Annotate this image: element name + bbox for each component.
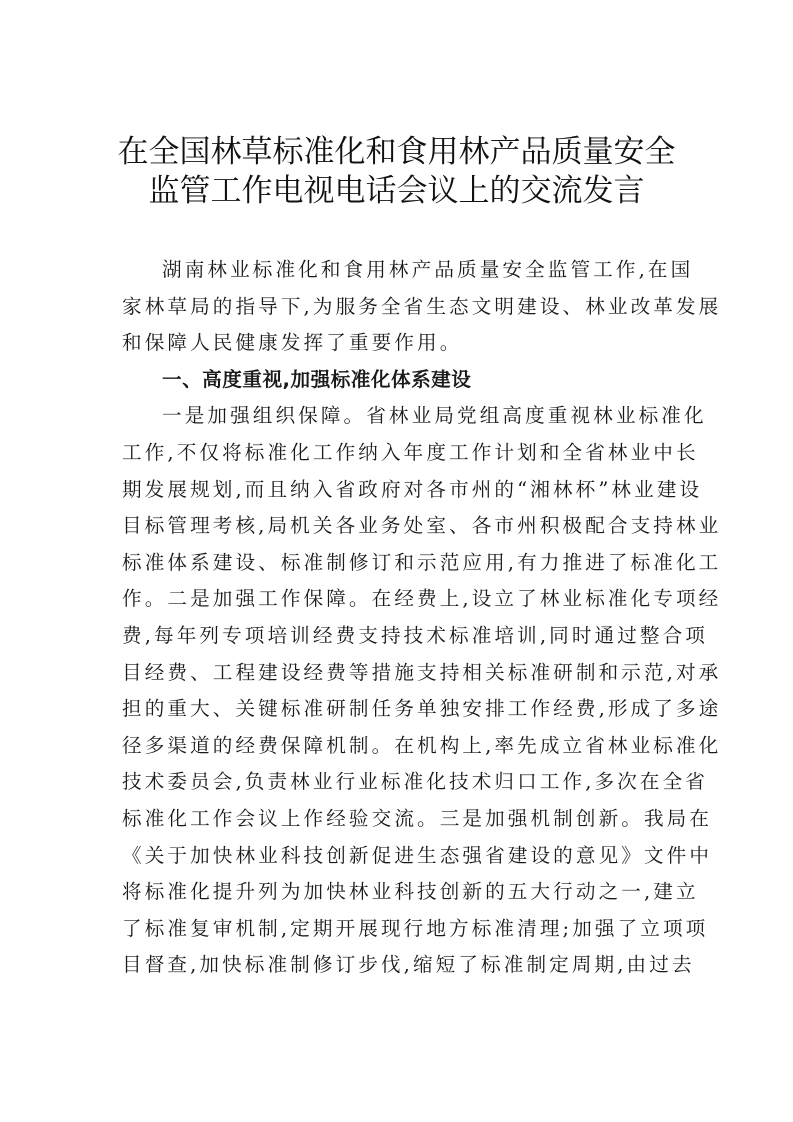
paragraph-line: 一是加强组织保障。省林业局党组高度重视林业标准化: [162, 404, 707, 428]
section-1-paragraph: [122, 398, 722, 984]
title-line-2: 监管工作电视电话会议上的交流发言: [148, 173, 645, 209]
paragraph-line: 工作,不仅将标准化工作纳入年度工作计划和全省林业中长: [122, 440, 699, 464]
paragraph-line: 目标管理考核,局机关各业务处室、各市州积极配合支持林业: [122, 514, 722, 538]
document-title: [100, 133, 693, 211]
section-heading: 一、高度重视,加强标准化体系建设: [162, 367, 472, 391]
paragraph-line: 径多渠道的经费保障机制。在机构上,率先成立省林业标准化: [122, 733, 722, 757]
title-line-1: 在全国林草标准化和食用林产品质量安全: [117, 134, 676, 170]
paragraph-line: 标准体系建设、标准制修订和示范应用,有力推进了标准化工: [122, 550, 722, 574]
paragraph-line: 期发展规划,而且纳入省政府对各市州的“湘林杯”林业建设: [122, 477, 703, 501]
paragraph-line: 担的重大、关键标准研制任务单独安排工作经费,形成了多途: [122, 697, 722, 721]
paragraph-line: 家林草局的指导下,为服务全省生态文明建设、林业改革发展: [122, 294, 722, 318]
paragraph-line: 《关于加快林业科技创新促进生态强省建设的意见》文件中: [122, 843, 713, 867]
paragraph-line: 湖南林业标准化和食用林产品质量安全监管工作,在国: [162, 258, 694, 281]
paragraph-line: 作。二是加强工作保障。在经费上,设立了林业标准化专项经: [122, 587, 722, 611]
paragraph-line: 技术委员会,负责林业行业标准化技术归口工作,多次在全省: [122, 770, 708, 794]
paragraph-line: 费,每年列专项培训经费支持技术标准培训,同时通过整合项: [122, 623, 708, 647]
paragraph-line: 标准化工作会议上作经验交流。三是加强机制创新。我局在: [122, 806, 713, 830]
paragraph-line: 目经费、工程建设经费等措施支持相关标准研制和示范,对承: [122, 660, 722, 684]
paragraph-line: 和保障人民健康发挥了重要作用。: [122, 331, 463, 355]
paragraph-line: 目督查,加快标准制修订步伐,缩短了标准制定周期,由过去: [122, 953, 695, 977]
intro-paragraph: [122, 252, 722, 362]
paragraph-line: 将标准化提升列为加快林业科技创新的五大行动之一,建立: [122, 880, 699, 904]
document-body: [122, 252, 722, 984]
paragraph-line: 了标准复审机制,定期开展现行地方标准清理;加强了立项项: [122, 916, 709, 940]
